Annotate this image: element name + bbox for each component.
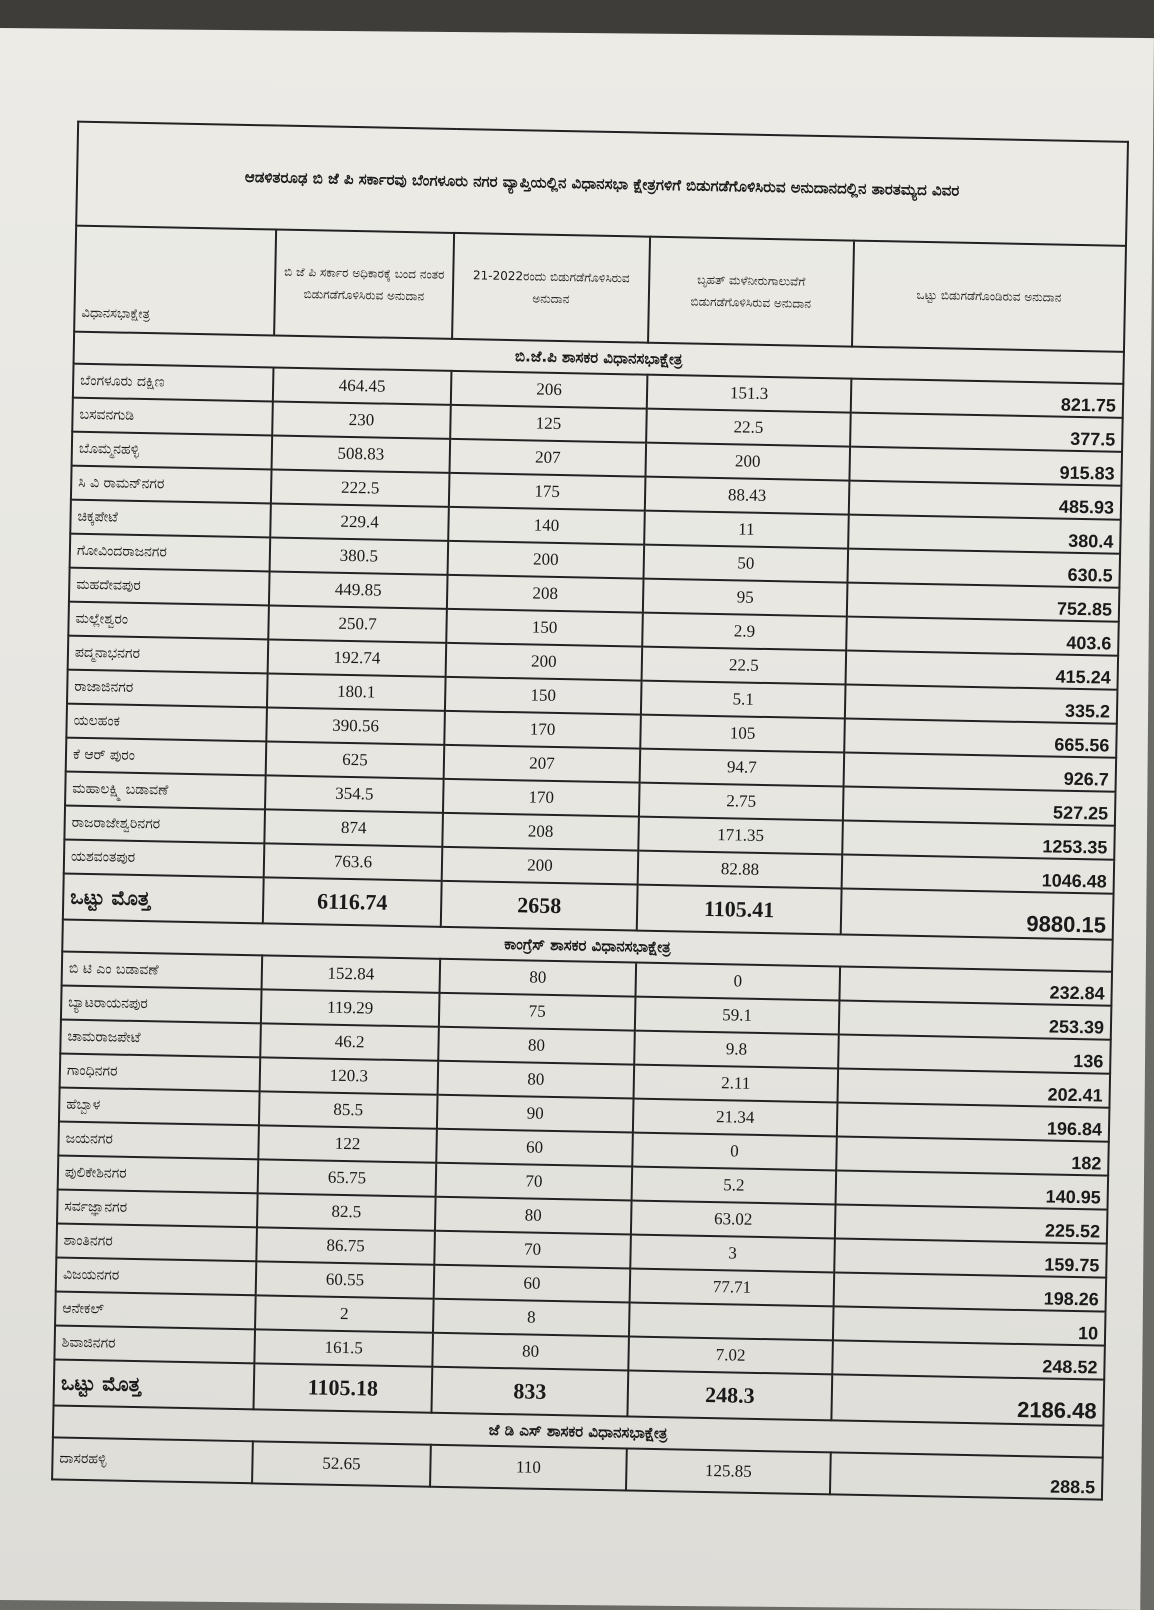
paper-sheet bbox=[0, 28, 1154, 1610]
grant-after-bjp: 120.3 bbox=[260, 1057, 439, 1094]
grant-after-bjp: 65.75 bbox=[258, 1159, 437, 1196]
grant-storm-drain: 82.88 bbox=[638, 851, 843, 889]
constituency-name: ಪದ್ಮನಾಭನಗರ bbox=[68, 636, 269, 674]
grant-storm-drain: 94.7 bbox=[640, 749, 845, 787]
grant-2021-22: 80 bbox=[440, 959, 637, 997]
grant-total: 752.85 bbox=[847, 583, 1120, 622]
grant-2021-22: 208 bbox=[447, 575, 644, 613]
grant-storm-drain: 5.2 bbox=[632, 1167, 837, 1205]
grant-storm-drain: 200 bbox=[645, 443, 850, 481]
grant-2021-22: 175 bbox=[449, 473, 646, 511]
grant-total: 821.75 bbox=[851, 379, 1124, 418]
grant-total: 665.56 bbox=[844, 719, 1117, 758]
constituency-name: ಬಿ ಟಿ ಎಂ ಬಡಾವಣೆ bbox=[62, 952, 263, 990]
grant-storm-drain: 50 bbox=[644, 545, 849, 583]
constituency-name: ಚಿಕ್ಕಪೇಟೆ bbox=[70, 500, 271, 538]
grant-storm-drain: 0 bbox=[635, 963, 840, 1001]
grant-after-bjp: 222.5 bbox=[271, 469, 450, 506]
grant-after-bjp: 152.84 bbox=[262, 955, 441, 992]
constituency-name: ಯಶವಂತಪುರ bbox=[64, 840, 265, 878]
constituency-name: ರಾಜಾಜಿನಗರ bbox=[67, 670, 268, 708]
grant-total: 403.6 bbox=[846, 617, 1119, 656]
header-year-2122: 21-2022ರಂದು ಬಿಡುಗಡೆಗೊಳಿಸಿರುವ ಅನುದಾನ bbox=[452, 233, 650, 343]
grant-total: 415.24 bbox=[846, 651, 1119, 690]
grant-2021-22: 80 bbox=[432, 1333, 629, 1371]
constituency-name: ಪುಲಿಕೇಶಿನಗರ bbox=[58, 1156, 259, 1194]
grant-storm-drain: 7.02 bbox=[628, 1336, 833, 1374]
grant-2021-22: 80 bbox=[438, 1061, 635, 1099]
grant-after-bjp: 85.5 bbox=[259, 1091, 438, 1128]
grant-total: 1253.35 bbox=[842, 821, 1115, 860]
constituency-name: ವಿಜಯನಗರ bbox=[56, 1257, 257, 1295]
header-row bbox=[74, 226, 1126, 352]
grant-storm-drain: 77.71 bbox=[630, 1269, 835, 1307]
constituency-name: ಮಹದೇವಪುರ bbox=[69, 568, 270, 606]
grant-total: 10 bbox=[833, 1306, 1106, 1345]
constituency-name: ಬ್ಯಾಟರಾಯನಪುರ bbox=[61, 986, 262, 1024]
constituency-name: ಸಿ ವಿ ರಾಮನ್‌ನಗರ bbox=[71, 466, 272, 504]
grant-after-bjp: 449.85 bbox=[269, 571, 448, 608]
grant-total: 630.5 bbox=[847, 549, 1120, 588]
section-heading: ಬಿ.ಜೆ.ಪಿ ಶಾಸಕರ ವಿಧಾನಸಭಾಕ್ಷೇತ್ರ bbox=[74, 332, 1124, 384]
grant-2021-22: 70 bbox=[436, 1163, 633, 1201]
grant-storm-drain: 2.9 bbox=[642, 613, 847, 651]
grant-total: 485.93 bbox=[849, 481, 1122, 520]
total-label: ಒಟ್ಟು ಮೊತ್ತ bbox=[63, 874, 264, 924]
grant-total: 926.7 bbox=[844, 753, 1117, 792]
constituency-name: ಬೆಂಗಳೂರು ದಕ್ಷಿಣ bbox=[73, 364, 274, 402]
grant-total: 915.83 bbox=[849, 447, 1122, 486]
grant-storm-drain: 0 bbox=[632, 1133, 837, 1171]
grant-2021-22: 90 bbox=[437, 1095, 634, 1133]
constituency-name: ಗೋವಿಂದರಾಜನಗರ bbox=[70, 534, 271, 572]
grant-2021-22: 80 bbox=[435, 1197, 632, 1235]
grant-2021-22: 200 bbox=[442, 847, 639, 885]
grant-after-bjp: 2 bbox=[255, 1295, 434, 1332]
grant-after-bjp: 390.56 bbox=[266, 707, 445, 744]
section-heading: ಜೆ ಡಿ ಎಸ್ ಶಾಸಕರ ವಿಧಾನಸಭಾಕ್ಷೇತ್ರ bbox=[53, 1405, 1103, 1457]
grant-after-bjp: 46.2 bbox=[260, 1023, 439, 1060]
grant-storm-drain: 59.1 bbox=[635, 997, 840, 1035]
grant-total: 198.26 bbox=[834, 1272, 1107, 1311]
constituency-name: ಶಿವಾಜಿನಗರ bbox=[54, 1325, 255, 1363]
grant-total: 140.95 bbox=[836, 1170, 1109, 1209]
grant-storm-drain: 3 bbox=[630, 1235, 835, 1273]
grant-after-bjp: 119.29 bbox=[261, 989, 440, 1026]
grant-storm-drain: 88.43 bbox=[645, 477, 850, 515]
grant-after-bjp: 180.1 bbox=[267, 673, 446, 710]
grant-storm-drain: 2.11 bbox=[634, 1065, 839, 1103]
header-total-released: ಒಟ್ಟು ಬಿಡುಗಡೆಗೊಂಡಿರುವ ಅನುದಾನ bbox=[852, 241, 1126, 352]
grant-total: 377.5 bbox=[850, 413, 1123, 452]
grant-total: 380.4 bbox=[848, 515, 1121, 554]
grant-storm-drain: 95 bbox=[643, 579, 848, 617]
grant-total: 202.41 bbox=[837, 1068, 1110, 1107]
grant-storm-drain: 63.02 bbox=[631, 1201, 836, 1239]
constituency-name: ಬಸವನಗುಡಿ bbox=[72, 398, 273, 436]
grant-table bbox=[51, 121, 1129, 1501]
grant-total: 136 bbox=[838, 1034, 1111, 1073]
grant-2021-22: 110 bbox=[430, 1445, 627, 1491]
grant-2021-22: 207 bbox=[450, 439, 647, 477]
grant-2021-22: 8 bbox=[433, 1299, 630, 1337]
total-after-bjp: 6116.74 bbox=[263, 877, 442, 926]
total-2021-22: 2658 bbox=[441, 881, 638, 931]
grant-total: 232.84 bbox=[839, 966, 1112, 1005]
constituency-name: ಚಾಮರಾಜಪೇಟೆ bbox=[60, 1020, 261, 1058]
grant-total: 225.52 bbox=[835, 1204, 1108, 1243]
grant-storm-drain: 22.5 bbox=[646, 409, 851, 447]
constituency-name: ಗಾಂಧಿನಗರ bbox=[60, 1054, 261, 1092]
grant-after-bjp: 874 bbox=[264, 809, 443, 846]
constituency-name: ಬೊಮ್ಮನಹಳ್ಳಿ bbox=[72, 432, 273, 470]
header-constituency: ವಿಧಾನಸಭಾಕ್ಷೇತ್ರ bbox=[74, 226, 276, 336]
total-after-bjp: 1105.18 bbox=[253, 1363, 432, 1412]
grant-2021-22: 150 bbox=[446, 609, 643, 647]
grant-total: 196.84 bbox=[837, 1102, 1110, 1141]
constituency-name: ಹೆಬ್ಬಾಳ bbox=[59, 1088, 260, 1126]
grant-after-bjp: 229.4 bbox=[270, 503, 449, 540]
grant-storm-drain: 2.75 bbox=[639, 783, 844, 821]
grant-after-bjp: 230 bbox=[272, 401, 451, 438]
grant-total: 253.39 bbox=[839, 1000, 1112, 1039]
grant-2021-22: 60 bbox=[436, 1129, 633, 1167]
grant-storm-drain: 9.8 bbox=[634, 1031, 839, 1069]
constituency-name: ಮಲ್ಲೇಶ್ವರಂ bbox=[68, 602, 269, 640]
grant-2021-22: 75 bbox=[439, 993, 636, 1031]
grant-after-bjp: 52.65 bbox=[252, 1441, 431, 1486]
grant-total: 1046.48 bbox=[842, 854, 1115, 893]
constituency-name: ಸರ್ವಜ್ಞಾನಗರ bbox=[57, 1189, 258, 1227]
table-title: ಆಡಳಿತರೂಢ ಬಿ ಜೆ ಪಿ ಸರ್ಕಾರವು ಬೆಂಗಳೂರು ನಗರ ವ್ಯಾಪ್ತಿಯಲ್ಲಿನ ವಿಧಾನಸಭಾ ಕ್ಷೇತ್ರಗಳಿಗೆ ಬಿಡುಗಡೆಗೊಳಿಸಿರುವ ಅನುದಾನದಲ್ಲಿನ ತಾರತಮ್ಯದ ವಿವರ bbox=[76, 122, 1128, 246]
grant-storm-drain bbox=[629, 1302, 834, 1340]
constituency-name: ಜಯನಗರ bbox=[58, 1122, 259, 1160]
grant-after-bjp: 763.6 bbox=[264, 843, 443, 880]
grant-storm-drain: 105 bbox=[640, 715, 845, 753]
constituency-name: ಯಲಹಂಕ bbox=[66, 704, 267, 742]
grant-after-bjp: 508.83 bbox=[272, 435, 451, 472]
constituency-name: ಆನೇಕಲ್ bbox=[55, 1291, 256, 1329]
grant-storm-drain: 22.5 bbox=[642, 647, 847, 685]
constituency-name: ಮಹಾಲಕ್ಷ್ಮಿ ಬಡಾವಣೆ bbox=[65, 772, 266, 810]
grant-storm-drain: 151.3 bbox=[647, 375, 852, 413]
total-2021-22: 833 bbox=[431, 1367, 628, 1417]
grant-total: 182 bbox=[836, 1136, 1109, 1175]
grant-2021-22: 200 bbox=[448, 541, 645, 579]
grant-storm-drain: 11 bbox=[644, 511, 849, 549]
grant-after-bjp: 122 bbox=[258, 1125, 437, 1162]
section-heading: ಕಾಂಗ್ರೆಸ್ ಶಾಸಕರ ವಿಧಾನಸಭಾಕ್ಷೇತ್ರ bbox=[62, 920, 1112, 972]
grant-2021-22: 200 bbox=[446, 643, 643, 681]
grant-after-bjp: 464.45 bbox=[273, 367, 452, 404]
grant-total: 159.75 bbox=[834, 1238, 1107, 1277]
grant-total: 335.2 bbox=[845, 685, 1118, 724]
grant-after-bjp: 250.7 bbox=[268, 605, 447, 642]
grant-2021-22: 208 bbox=[442, 813, 639, 851]
grant-2021-22: 207 bbox=[444, 745, 641, 783]
grant-total: 288.5 bbox=[830, 1452, 1103, 1499]
document-body bbox=[51, 121, 1127, 1501]
grant-2021-22: 206 bbox=[451, 371, 648, 409]
header-after-bjp: ಬಿ ಜೆ ಪಿ ಸರ್ಕಾರ ಅಧಿಕಾರಕ್ಕೆ ಬಂದ ನಂತರ ಬಿಡುಗಡೆಗೊಳಿಸಿರುವ ಅನುದಾನ bbox=[274, 230, 454, 339]
constituency-name: ದಾಸರಹಳ್ಳಿ bbox=[52, 1437, 253, 1483]
grant-2021-22: 170 bbox=[443, 779, 640, 817]
constituency-name: ರಾಜರಾಜೇಶ್ವರಿನಗರ bbox=[64, 806, 265, 844]
header-storm-drain: ಬೃಹತ್ ಮಳೆನೀರುಗಾಲುವೆಗೆ ಬಿಡುಗಡೆಗೊಳಿಸಿರುವ ಅನುದಾನ bbox=[648, 237, 854, 347]
grant-after-bjp: 380.5 bbox=[270, 537, 449, 574]
grant-after-bjp: 625 bbox=[266, 741, 445, 778]
grant-storm-drain: 21.34 bbox=[633, 1099, 838, 1137]
total-label: ಒಟ್ಟು ಮೊತ್ತ bbox=[54, 1359, 255, 1409]
constituency-name: ಶಾಂತಿನಗರ bbox=[56, 1223, 257, 1261]
grant-2021-22: 60 bbox=[434, 1265, 631, 1303]
grant-after-bjp: 354.5 bbox=[265, 775, 444, 812]
grant-2021-22: 150 bbox=[445, 677, 642, 715]
grant-total: 248.52 bbox=[832, 1340, 1105, 1379]
table-body bbox=[52, 332, 1124, 1500]
grant-storm-drain: 125.85 bbox=[626, 1448, 831, 1494]
grant-2021-22: 80 bbox=[438, 1027, 635, 1065]
grant-after-bjp: 161.5 bbox=[254, 1329, 433, 1366]
grant-2021-22: 70 bbox=[434, 1231, 631, 1269]
grand-total: 2186.48 bbox=[831, 1374, 1104, 1425]
grant-after-bjp: 86.75 bbox=[256, 1227, 435, 1264]
grant-storm-drain: 171.35 bbox=[638, 817, 843, 855]
grant-after-bjp: 82.5 bbox=[257, 1193, 436, 1230]
total-storm-drain: 1105.41 bbox=[637, 885, 842, 935]
grant-2021-22: 125 bbox=[450, 405, 647, 443]
grant-2021-22: 170 bbox=[444, 711, 641, 749]
grant-total: 527.25 bbox=[843, 787, 1116, 826]
constituency-name: ಕೆ ಆರ್ ಪುರಂ bbox=[66, 738, 267, 776]
grant-after-bjp: 60.55 bbox=[256, 1261, 435, 1298]
grand-total: 9880.15 bbox=[841, 888, 1114, 939]
grant-after-bjp: 192.74 bbox=[268, 639, 447, 676]
total-storm-drain: 248.3 bbox=[627, 1370, 832, 1420]
grant-storm-drain: 5.1 bbox=[641, 681, 846, 719]
grant-2021-22: 140 bbox=[448, 507, 645, 545]
